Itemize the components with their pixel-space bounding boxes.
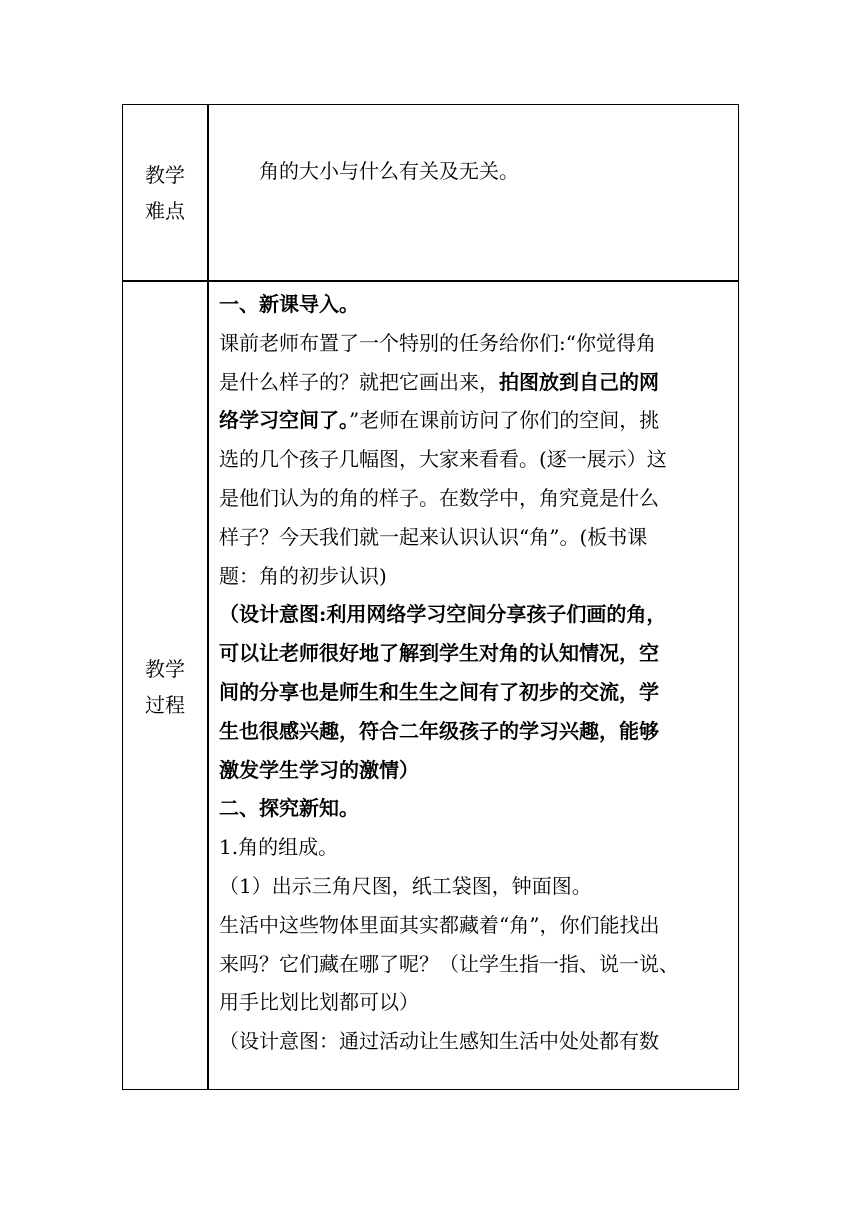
text-line xyxy=(219,363,734,402)
text-segment: ”老师在课前访问了你们的空间，挑 xyxy=(349,408,660,433)
process-content xyxy=(219,285,734,1061)
row-divider xyxy=(123,280,738,282)
column-divider xyxy=(207,105,209,1089)
row-label-difficulty xyxy=(123,157,207,229)
text-line: （设计意图：通过活动让生感知生活中处处都有数 xyxy=(219,1029,659,1054)
label-line: 难点 xyxy=(145,199,185,223)
difficulty-content xyxy=(219,153,734,189)
section-heading: 二、探究新知。 xyxy=(219,796,359,821)
text-line: 来吗？它们藏在哪了呢？（让学生指一指、说一说、 xyxy=(219,951,679,976)
subsection-heading: 1.角的组成。 xyxy=(219,835,339,860)
row-label-process xyxy=(123,651,207,723)
text-segment: 是什么样子的？就把它画出来， xyxy=(219,369,499,394)
lesson-plan-table xyxy=(122,104,739,1090)
design-intent-line: 生也很感兴趣，符合二年级孩子的学习兴趣，能够 xyxy=(219,718,659,743)
section-heading: 一、新课导入。 xyxy=(219,292,359,316)
text-line: （1）出示三角尺图，纸工袋图，钟面图。 xyxy=(219,873,592,898)
label-line: 过程 xyxy=(145,693,185,717)
text-line: 生活中这些物体里面其实都藏着“角”，你们能找出 xyxy=(219,912,660,937)
text-line: 选的几个孩子几幅图，大家来看看。(逐一展示）这 xyxy=(219,447,667,472)
design-intent-line: 激发学生学习的激情） xyxy=(219,757,419,782)
text-line: 课前老师布置了一个特别的任务给你们:“你觉得角 xyxy=(219,330,656,355)
text-line: 样子？今天我们就一起来认识认识“角”。(板书课 xyxy=(219,524,648,549)
text-line: 题：角的初步认识) xyxy=(219,563,387,588)
label-line: 教学 xyxy=(145,163,185,187)
design-intent-line: （设计意图:利用网络学习空间分享孩子们画的角， xyxy=(219,602,667,627)
text-line: 用手比划比划都可以） xyxy=(219,990,419,1015)
label-line: 教学 xyxy=(145,657,185,681)
design-intent-line: 间的分享也是师生和生生之间有了初步的交流，学 xyxy=(219,679,659,704)
design-intent-line: 可以让老师很好地了解到学生对角的认知情况，空 xyxy=(219,641,659,666)
text-segment-bold: 络学习空间了。 xyxy=(219,408,349,433)
text-segment-bold: 拍图放到自己的网 xyxy=(499,369,659,394)
text-line: 是他们认为的角的样子。在数学中，角究竟是什么 xyxy=(219,485,659,510)
difficulty-text: 角的大小与什么有关及无关。 xyxy=(259,159,519,183)
text-line xyxy=(219,401,734,440)
